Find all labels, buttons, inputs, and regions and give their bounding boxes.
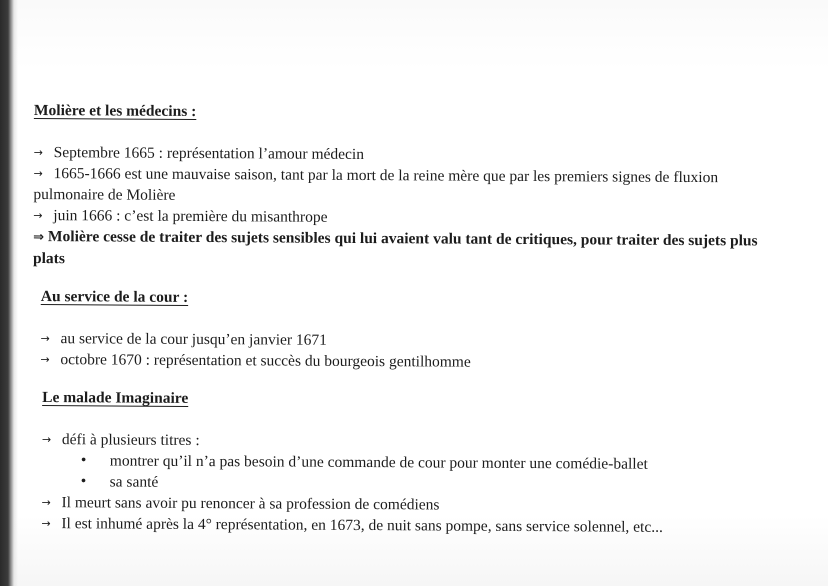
heading-malade-imaginaire: Le malade Imaginaire: [42, 389, 189, 407]
arrow-right-icon: →: [33, 145, 43, 160]
bullet-item: [80, 471, 792, 496]
page-binding-edge: [0, 0, 18, 586]
list-item-text: Il est inhumé après la 4° représentation, en 1673, de nuit sans pompe, sans service solennel, etc...: [61, 515, 663, 536]
bullet-text: montrer qu’il n’a pas besoin d’une commande de cour pour monter une comédie-ballet: [109, 452, 648, 473]
heading-service-cour: Au service de la cour :: [40, 288, 189, 306]
arrow-right-icon: →: [33, 208, 43, 223]
list-item-text: Il meurt sans avoir pu renoncer à sa profession de comédiens: [61, 494, 440, 514]
conclusion-item: [33, 226, 778, 274]
arrow-right-icon: →: [41, 433, 52, 447]
bullet-text: sa santé: [109, 473, 159, 491]
list-item-text: octobre 1670 : représentation et succès du bourgeois gentilhomme: [60, 351, 471, 371]
arrow-right-icon: →: [40, 353, 50, 367]
bullet-icon: •: [79, 453, 88, 469]
arrow-right-icon: →: [41, 517, 51, 531]
bullet-list: [80, 450, 792, 496]
arrow-right-icon: →: [33, 166, 43, 181]
list-item-text: défi à plusieurs titres :: [61, 431, 200, 450]
list-item-text: Septembre 1665 : représentation l’amour médecin: [53, 144, 365, 164]
list-item-text: 1665-1666 est une mauvaise saison, tant par la mort de la reine mère que par les premiers signes de fluxion pulmonaire de Molière: [33, 165, 719, 204]
conclusion-text: Molière cesse de traiter des sujets sensibles qui lui avaient valu tant de critiques, pour traiter des sujets plus plats: [32, 228, 758, 268]
double-arrow-right-icon: ⇒: [33, 229, 45, 246]
bullet-icon: •: [79, 474, 88, 490]
list-item-text: au service de la cour jusqu’en janvier 1671: [60, 330, 328, 349]
list-item-text: juin 1666 : c’est la première du misanthrope: [53, 207, 328, 226]
list-item: [41, 513, 791, 539]
arrow-right-icon: →: [40, 332, 50, 346]
heading-moliere-medecins: Molière et les médecins :: [33, 101, 197, 120]
arrow-right-icon: →: [41, 496, 51, 510]
document-content: [31, 100, 794, 539]
list-item: [33, 163, 778, 210]
